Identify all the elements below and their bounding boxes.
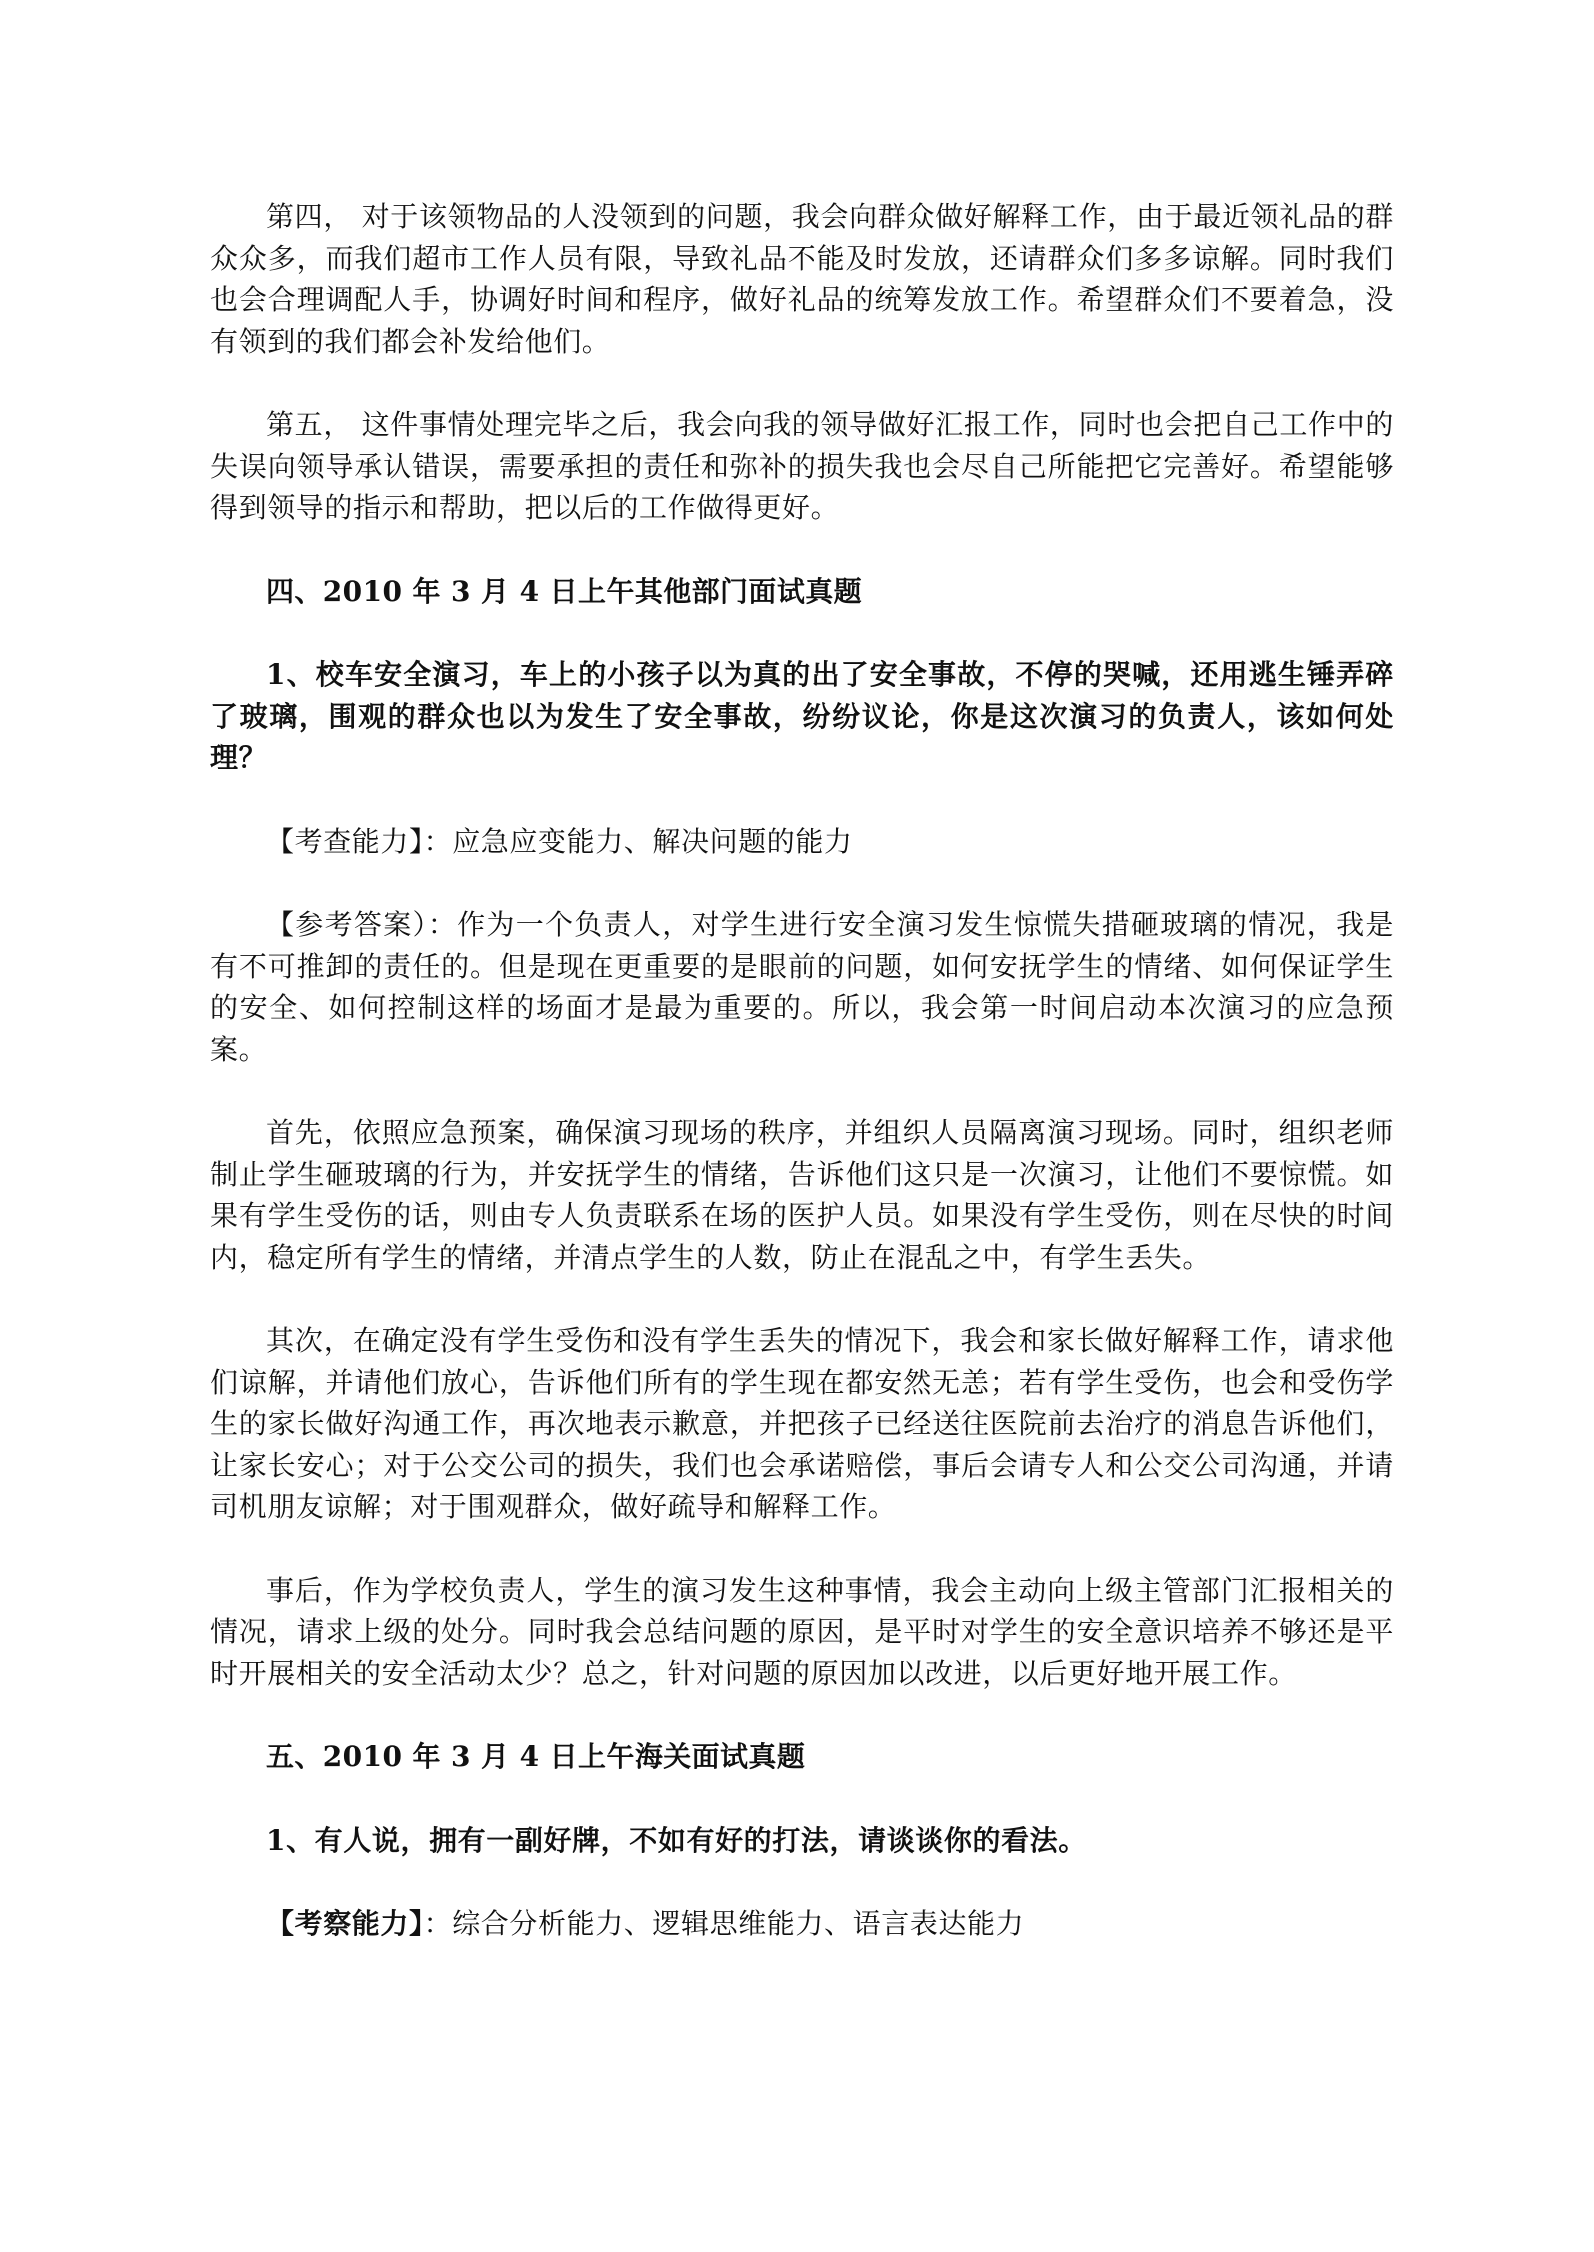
paragraph-gap bbox=[210, 1694, 1394, 1736]
section-4-answer-intro bbox=[210, 904, 1394, 1070]
section-5-heading: 五、2010 年 3 月 4 日上午海关面试真题 bbox=[266, 1740, 806, 1773]
answer-paragraph-second: 其次，在确定没有学生受伤和没有学生丢失的情况下，我会和家长做好解释工作，请求他们谅解，并请他们放心，告诉他们所有的学生现在都安然无恙；若有学生受伤，也会和受伤学生的家长做好沟通工作，再次地表示歉意，并把孩子已经送往医院前去治疗的消息告诉他们，让家长安心；对于公交公司的损失，我们也会承诺赔偿，事后会请专人和公交公司沟通，并请司机朋友谅解；对于围观群众，做好疏导和解释工作。 bbox=[210, 1324, 1394, 1523]
ability-text: ：综合分析能力、逻辑思维能力、语言表达能力 bbox=[423, 1907, 1025, 1940]
ability-label: 【考察能力】 bbox=[266, 1907, 424, 1940]
section-5-ability bbox=[210, 1903, 1394, 1945]
section-4-question: 1、校车安全演习，车上的小孩子以为真的出了安全事故，不停的哭喊，还用逃生锤弄碎了玻璃，围观的群众也以为发生了安全事故，纷纷议论，你是这次演习的负责人，该如何处理？ bbox=[210, 658, 1394, 774]
paragraph-point-five: 第五， 这件事情处理完毕之后，我会向我的领导做好汇报工作，同时也会把自己工作中的失误向领导承认错误，需要承担的责任和弥补的损失我也会尽自己所能把它完善好。希望能够得到领导的指示和帮助，把以后的工作做得更好。 bbox=[210, 408, 1394, 524]
answer-paragraph-after: 事后，作为学校负责人，学生的演习发生这种事情，我会主动向上级主管部门汇报相关的情况，请求上级的处分。同时我会总结问题的原因，是平时对学生的安全意识培养不够还是平时开展相关的安全活动太少？总之，针对问题的原因加以改进，以后更好地开展工作。 bbox=[210, 1573, 1394, 1690]
paragraph-gap bbox=[210, 529, 1394, 571]
paragraph-gap bbox=[210, 612, 1394, 654]
paragraph-gap bbox=[210, 1861, 1394, 1903]
answer-label: 【参考答案） bbox=[266, 908, 428, 941]
paragraph-gap bbox=[210, 1778, 1394, 1820]
paragraph-gap bbox=[210, 779, 1394, 821]
section-5-question: 1、有人说，拥有一副好牌，不如有好的打法，请谈谈你的看法。 bbox=[266, 1823, 1087, 1857]
paragraph-gap bbox=[210, 362, 1394, 404]
paragraph-gap bbox=[210, 862, 1394, 904]
paragraph-gap bbox=[210, 1070, 1394, 1112]
answer-intro-text: ：作为一个负责人，对学生进行安全演习发生惊慌失措砸玻璃的情况，我是有不可推卸的责任的。但是现在更重要的是眼前的问题，如何安抚学生的情绪、如何保证学生的安全、如何控制这样的场面才是最为重要的。所以，我会第一时间启动本次演习的应急预案。 bbox=[210, 908, 1394, 1066]
paragraph-point-four: 第四， 对于该领物品的人没领到的问题，我会向群众做好解释工作，由于最近领礼品的群众众多，而我们超市工作人员有限，导致礼品不能及时发放，还请群众们多多谅解。同时我们也会合理调配人手，协调好时间和程序，做好礼品的统筹发放工作。希望群众们不要着急，没有领到的我们都会补发给他们。 bbox=[210, 200, 1394, 358]
ability-text: ：应急应变能力、解决问题的能力 bbox=[423, 824, 853, 858]
ability-label: 【考查能力】 bbox=[266, 824, 424, 858]
paragraph-gap bbox=[210, 1278, 1394, 1320]
section-4-heading: 四、2010 年 3 月 4 日上午其他部门面试真题 bbox=[266, 574, 863, 608]
section-4-ability bbox=[210, 821, 1394, 863]
document-page bbox=[210, 196, 1394, 1945]
paragraph-gap bbox=[210, 1528, 1394, 1570]
answer-paragraph-first: 首先，依照应急预案，确保演习现场的秩序，并组织人员隔离演习现场。同时，组织老师制止学生砸玻璃的行为，并安抚学生的情绪，告诉他们这只是一次演习，让他们不要惊慌。如果有学生受伤的话，则由专人负责联系在场的医护人员。如果没有学生受伤，则在尽快的时间内，稳定所有学生的情绪，并清点学生的人数，防止在混乱之中，有学生丢失。 bbox=[210, 1116, 1394, 1274]
